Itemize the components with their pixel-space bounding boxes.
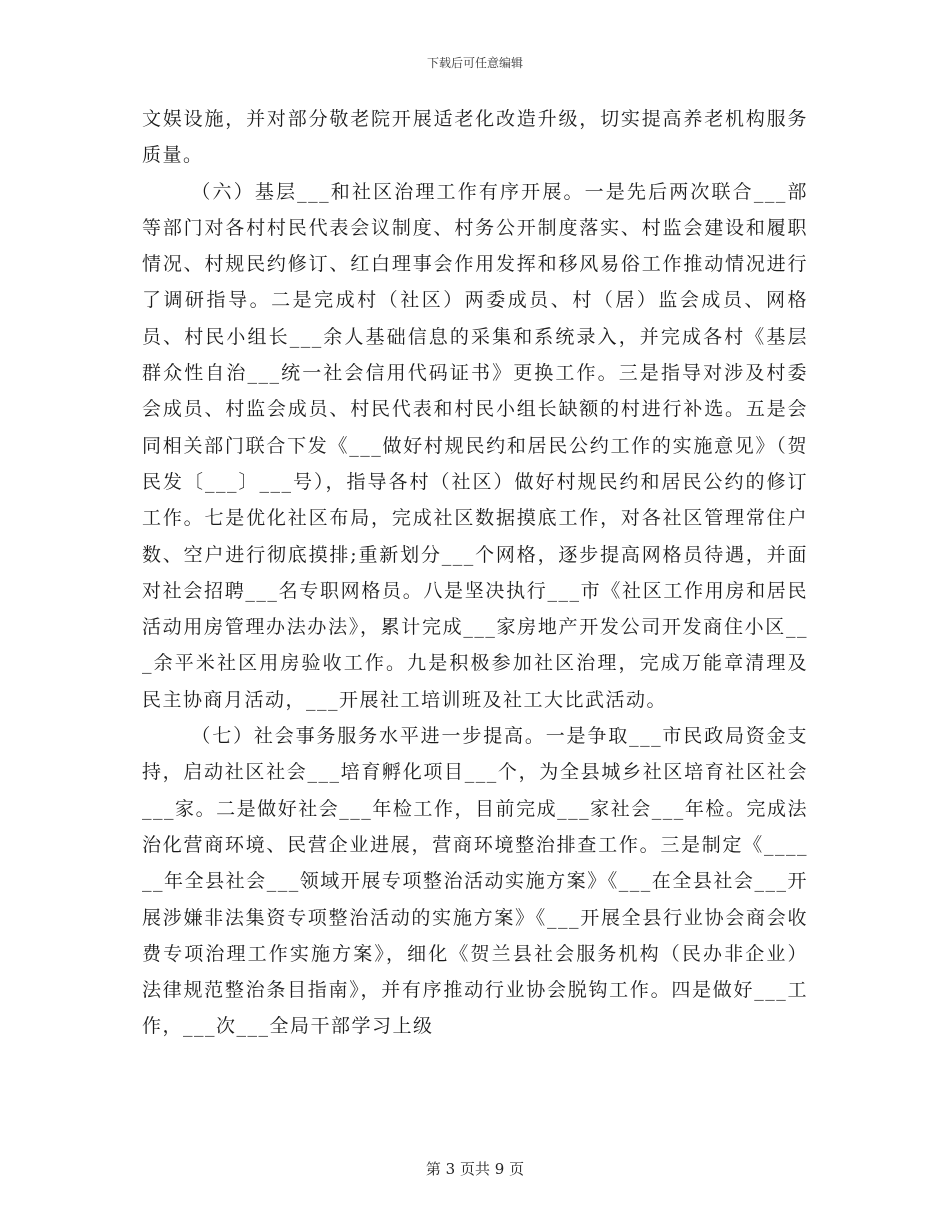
paragraph-2: （六）基层___和社区治理工作有序开展。一是先后两次联合___部等部门对各村村民代表会议制度、村务公开制度落实、村监会建设和履职情况、村规民约修订、红白理事会作用发挥和移风易俗工作推动情况进行了调研指导。二是完成村（社区）两委成员、村（居）监会成员、网格员、村民小组长___余人基础信息的采集和系统录入，并完成各村《基层群众性自治___统一社会信用代码证书》更换工作。三是指导对涉及村委会成员、村监会成员、村民代表和村民小组长缺额的村进行补选。五是会同相关部门联合下发《___做好村规民约和居民公约工作的实施意见》（贺民发〔___〕___号），指导各村（社区）做好村规民约和居民公约的修订工作。七是优化社区布局，完成社区数据摸底工作，对各社区管理常住户数、空户进行彻底摸排;重新划分___个网格，逐步提高网格员待遇，并面对社会招聘___名专职网格员。八是坚决执行___市《社区工作用房和居民活动用房管理办法办法》，累计完成___家房地产开发公司开发商住小区___余平米社区用房验收工作。九是积极参加社区治理，完成万能章清理及民主协商月活动，___开展社工培训班及社工大比武活动。	[142, 180, 808, 711]
paragraph-1: 文娱设施，并对部分敬老院开展适老化改造升级，切实提高养老机构服务质量。	[142, 108, 808, 167]
paragraph-3: （七）社会事务服务水平进一步提高。一是争取___市民政局资金支持，启动社区社会___培育孵化项目___个，为全县城乡社区培育社区社会___家。二是做好社会___年检工作，目前完成___家社会___年检。完成法治化营商环境、民营企业进展，营商环境整治排查工作。三是制定《______年全县社会___领域开展专项整治活动实施方案》《___在全县社会___开展涉嫌非法集资专项整治活动的实施方案》《___开展全县行业协会商会收费专项治理工作实施方案》，细化《贺兰县社会服务机构（民办非企业）法律规范整治条目指南》，并有序推动行业协会脱钩工作。四是做好___工作，___次___全局干部学习上级	[142, 725, 808, 1038]
document-body	[142, 101, 808, 1045]
page-header: 下载后可任意编辑	[426, 56, 523, 70]
page-number-footer: 第 3 页共 9 页	[425, 1160, 525, 1178]
